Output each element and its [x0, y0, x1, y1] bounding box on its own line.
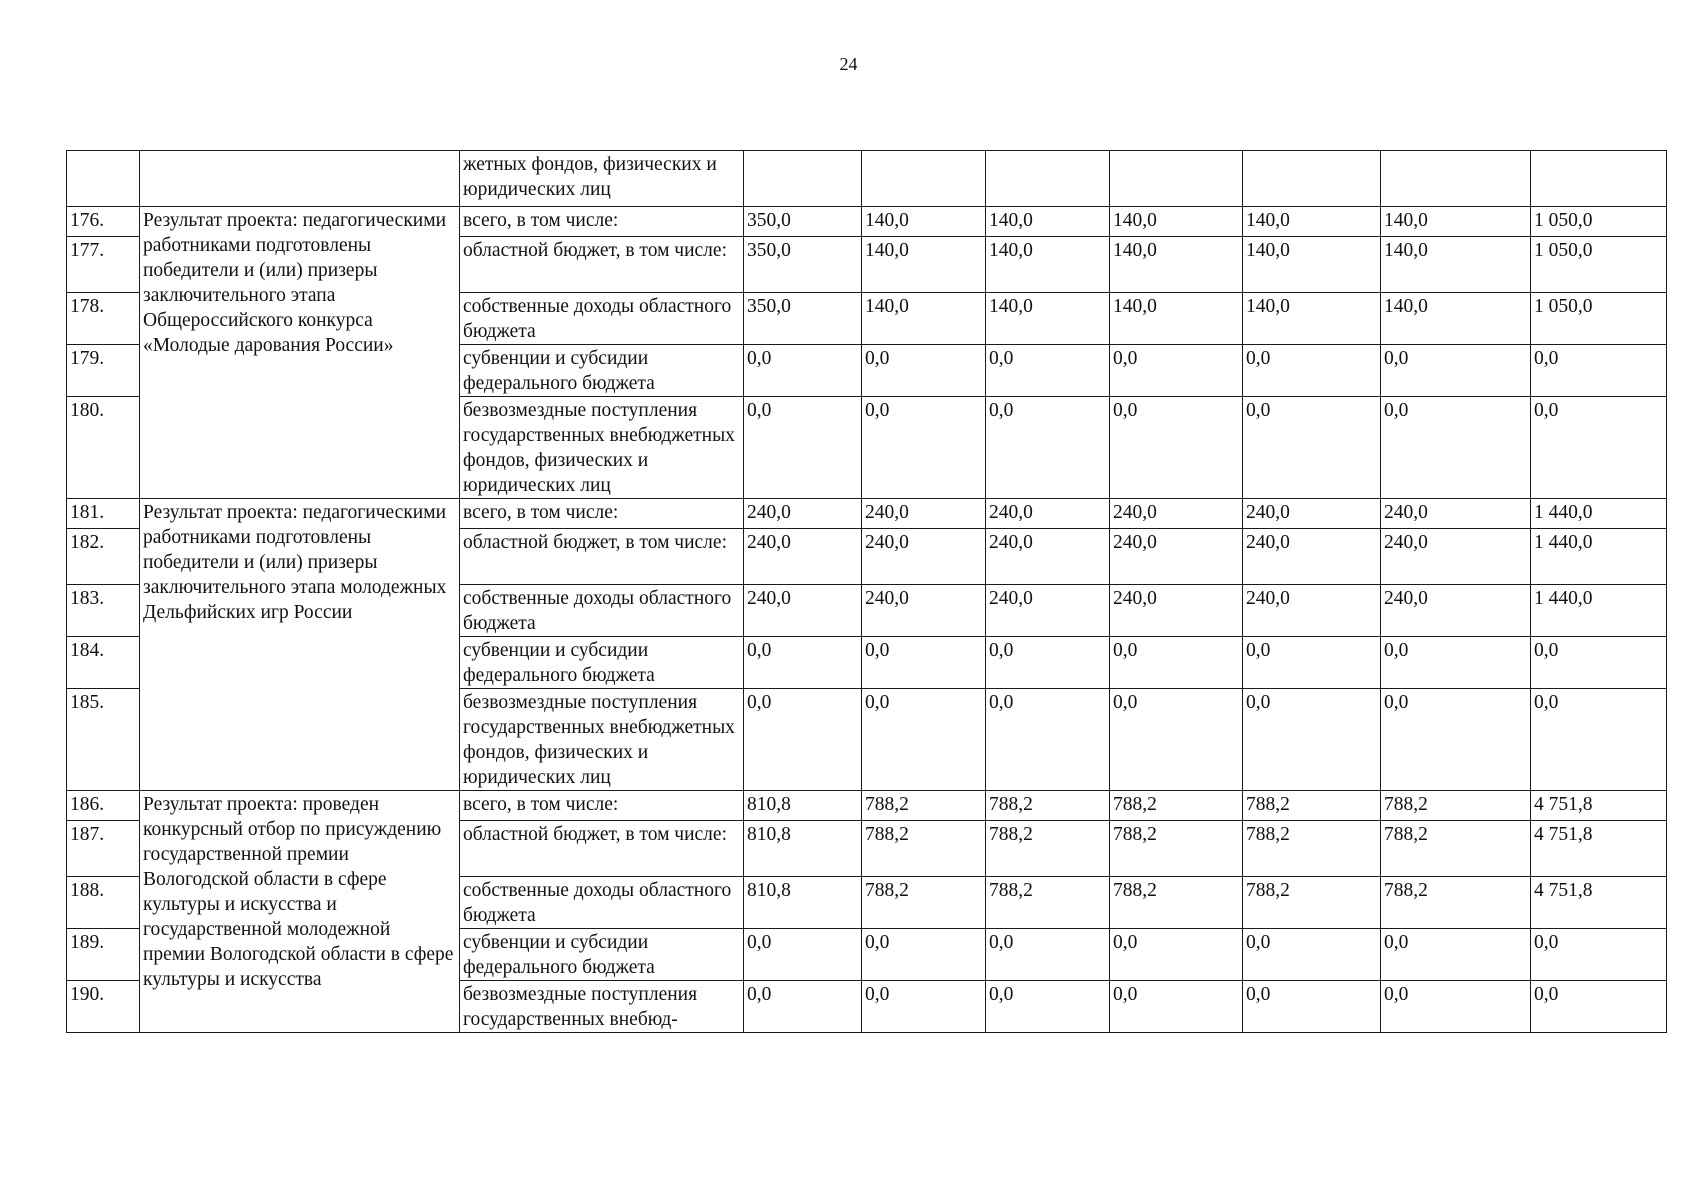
value-cell: 140,0	[1243, 237, 1381, 293]
row-number-cell: 180.	[67, 397, 140, 499]
row-number-cell: 184.	[67, 637, 140, 689]
description-cell	[140, 151, 460, 207]
value-cell: 0,0	[1531, 981, 1667, 1033]
value-cell: 0,0	[1531, 689, 1667, 791]
value-cell: 140,0	[986, 207, 1110, 237]
row-number-cell: 187.	[67, 821, 140, 877]
value-cell: 0,0	[1110, 637, 1243, 689]
value-cell: 0,0	[1243, 397, 1381, 499]
value-cell: 788,2	[1381, 877, 1531, 929]
value-cell: 788,2	[986, 791, 1110, 821]
row-number-cell: 188.	[67, 877, 140, 929]
page-number: 24	[839, 54, 858, 74]
row-number-cell: 178.	[67, 293, 140, 345]
value-cell: 0,0	[986, 981, 1110, 1033]
value-cell: 240,0	[1243, 529, 1381, 585]
value-cell: 0,0	[1243, 345, 1381, 397]
row-number-cell: 176.	[67, 207, 140, 237]
value-cell: 0,0	[1381, 345, 1531, 397]
value-cell: 788,2	[1243, 877, 1381, 929]
value-cell: 350,0	[744, 237, 862, 293]
value-cell: 788,2	[1243, 791, 1381, 821]
funding-source-cell: субвенции и субсидии федерального бюджета	[460, 345, 744, 397]
value-cell: 0,0	[862, 397, 986, 499]
value-cell: 1 050,0	[1531, 207, 1667, 237]
value-cell: 240,0	[1110, 499, 1243, 529]
value-cell: 0,0	[1110, 397, 1243, 499]
row-number-cell: 186.	[67, 791, 140, 821]
budget-table	[66, 150, 1667, 1033]
value-cell: 140,0	[862, 207, 986, 237]
value-cell: 240,0	[862, 499, 986, 529]
value-cell: 788,2	[862, 821, 986, 877]
value-cell: 0,0	[744, 929, 862, 981]
value-cell: 350,0	[744, 293, 862, 345]
value-cell: 140,0	[1110, 293, 1243, 345]
funding-source-cell: областной бюджет, в том числе:	[460, 821, 744, 877]
value-cell: 0,0	[1243, 981, 1381, 1033]
row-number-cell: 189.	[67, 929, 140, 981]
value-cell: 0,0	[986, 929, 1110, 981]
value-cell: 140,0	[1381, 237, 1531, 293]
value-cell: 140,0	[1110, 237, 1243, 293]
value-cell: 788,2	[1110, 821, 1243, 877]
value-cell: 0,0	[1243, 637, 1381, 689]
value-cell: 4 751,8	[1531, 791, 1667, 821]
value-cell: 240,0	[1243, 585, 1381, 637]
value-cell: 0,0	[1381, 637, 1531, 689]
value-cell: 240,0	[862, 585, 986, 637]
value-cell: 240,0	[986, 585, 1110, 637]
value-cell: 140,0	[1381, 207, 1531, 237]
value-cell: 0,0	[1381, 689, 1531, 791]
value-cell: 240,0	[744, 585, 862, 637]
value-cell: 788,2	[986, 877, 1110, 929]
value-cell: 240,0	[1110, 529, 1243, 585]
value-cell: 788,2	[862, 877, 986, 929]
funding-source-cell: всего, в том числе:	[460, 791, 744, 821]
value-cell: 0,0	[1381, 981, 1531, 1033]
funding-source-cell: безвозмездные поступления государственных внебюд-	[460, 981, 744, 1033]
value-cell: 240,0	[1381, 499, 1531, 529]
funding-source-cell: безвозмездные поступления государственных внебюджетных фондов, физических и юридических лиц	[460, 689, 744, 791]
value-cell: 140,0	[862, 237, 986, 293]
value-cell: 0,0	[744, 397, 862, 499]
value-cell	[1243, 151, 1381, 207]
value-cell: 140,0	[1381, 293, 1531, 345]
funding-source-cell: областной бюджет, в том числе:	[460, 529, 744, 585]
value-cell	[1110, 151, 1243, 207]
value-cell: 240,0	[1243, 499, 1381, 529]
value-cell: 0,0	[862, 637, 986, 689]
value-cell: 0,0	[1243, 929, 1381, 981]
row-number-cell: 179.	[67, 345, 140, 397]
table-row	[67, 207, 1667, 237]
value-cell: 0,0	[862, 689, 986, 791]
value-cell: 4 751,8	[1531, 821, 1667, 877]
row-number-cell: 190.	[67, 981, 140, 1033]
value-cell: 0,0	[744, 637, 862, 689]
value-cell: 240,0	[1381, 585, 1531, 637]
value-cell: 0,0	[986, 689, 1110, 791]
value-cell: 1 440,0	[1531, 585, 1667, 637]
value-cell: 240,0	[1381, 529, 1531, 585]
row-number-cell	[67, 151, 140, 207]
value-cell: 0,0	[1110, 981, 1243, 1033]
funding-source-cell: жетных фондов, физических и юридических лиц	[460, 151, 744, 207]
value-cell: 788,2	[862, 791, 986, 821]
value-cell: 4 751,8	[1531, 877, 1667, 929]
result-description-cell: Результат проекта: педагогическими работниками подготовлены победители и (или) призеры заключительного этапа Общероссийского конкурса «Молодые дарования России»	[140, 207, 460, 499]
funding-source-cell: субвенции и субсидии федерального бюджета	[460, 637, 744, 689]
value-cell: 240,0	[986, 499, 1110, 529]
funding-source-cell: безвозмездные поступления государственных внебюджетных фондов, физических и юридических лиц	[460, 397, 744, 499]
funding-source-cell: областной бюджет, в том числе:	[460, 237, 744, 293]
value-cell: 0,0	[744, 345, 862, 397]
value-cell	[744, 151, 862, 207]
row-number-cell: 182.	[67, 529, 140, 585]
value-cell: 1 050,0	[1531, 293, 1667, 345]
row-number-cell: 177.	[67, 237, 140, 293]
value-cell: 0,0	[1531, 637, 1667, 689]
funding-source-cell: собственные доходы областного бюджета	[460, 293, 744, 345]
value-cell: 240,0	[1110, 585, 1243, 637]
value-cell: 140,0	[1110, 207, 1243, 237]
value-cell: 788,2	[1110, 791, 1243, 821]
value-cell: 140,0	[1243, 207, 1381, 237]
value-cell: 1 440,0	[1531, 499, 1667, 529]
value-cell: 140,0	[986, 293, 1110, 345]
value-cell: 1 050,0	[1531, 237, 1667, 293]
value-cell: 0,0	[1381, 929, 1531, 981]
value-cell: 788,2	[1381, 791, 1531, 821]
value-cell: 0,0	[862, 345, 986, 397]
value-cell: 0,0	[1381, 397, 1531, 499]
value-cell: 0,0	[1531, 929, 1667, 981]
value-cell: 0,0	[986, 397, 1110, 499]
value-cell: 240,0	[744, 529, 862, 585]
funding-source-cell: субвенции и субсидии федерального бюджета	[460, 929, 744, 981]
table-row	[67, 791, 1667, 821]
value-cell: 0,0	[1110, 689, 1243, 791]
value-cell	[986, 151, 1110, 207]
value-cell: 810,8	[744, 821, 862, 877]
result-description-cell: Результат проекта: проведен конкурсный отбор по присуждению государственной премии Вологодской области в сфере культуры и искусства и государственной молодежной премии Вологодской области в сфере культуры и искусства	[140, 791, 460, 1033]
value-cell: 0,0	[1110, 345, 1243, 397]
row-number-cell: 185.	[67, 689, 140, 791]
value-cell: 0,0	[986, 345, 1110, 397]
value-cell: 810,8	[744, 791, 862, 821]
table-row	[67, 499, 1667, 529]
row-number-cell: 183.	[67, 585, 140, 637]
value-cell	[1381, 151, 1531, 207]
value-cell: 0,0	[744, 981, 862, 1033]
value-cell: 140,0	[862, 293, 986, 345]
value-cell: 0,0	[862, 981, 986, 1033]
value-cell: 788,2	[1243, 821, 1381, 877]
value-cell: 788,2	[1110, 877, 1243, 929]
value-cell: 0,0	[1531, 397, 1667, 499]
value-cell: 0,0	[986, 637, 1110, 689]
table-row	[67, 151, 1667, 207]
value-cell	[1531, 151, 1667, 207]
row-number-cell: 181.	[67, 499, 140, 529]
value-cell: 810,8	[744, 877, 862, 929]
value-cell: 788,2	[1381, 821, 1531, 877]
value-cell: 0,0	[1243, 689, 1381, 791]
funding-source-cell: собственные доходы областного бюджета	[460, 585, 744, 637]
value-cell: 240,0	[986, 529, 1110, 585]
value-cell: 0,0	[862, 929, 986, 981]
funding-source-cell: собственные доходы областного бюджета	[460, 877, 744, 929]
value-cell: 240,0	[744, 499, 862, 529]
value-cell: 0,0	[1531, 345, 1667, 397]
value-cell: 1 440,0	[1531, 529, 1667, 585]
result-description-cell: Результат проекта: педагогическими работниками подготовлены победители и (или) призеры заключительного этапа молодежных Дельфийских игр России	[140, 499, 460, 791]
value-cell: 350,0	[744, 207, 862, 237]
value-cell	[862, 151, 986, 207]
funding-source-cell: всего, в том числе:	[460, 207, 744, 237]
value-cell: 140,0	[1243, 293, 1381, 345]
value-cell: 240,0	[862, 529, 986, 585]
value-cell: 0,0	[744, 689, 862, 791]
value-cell: 0,0	[1110, 929, 1243, 981]
value-cell: 788,2	[986, 821, 1110, 877]
funding-source-cell: всего, в том числе:	[460, 499, 744, 529]
value-cell: 140,0	[986, 237, 1110, 293]
